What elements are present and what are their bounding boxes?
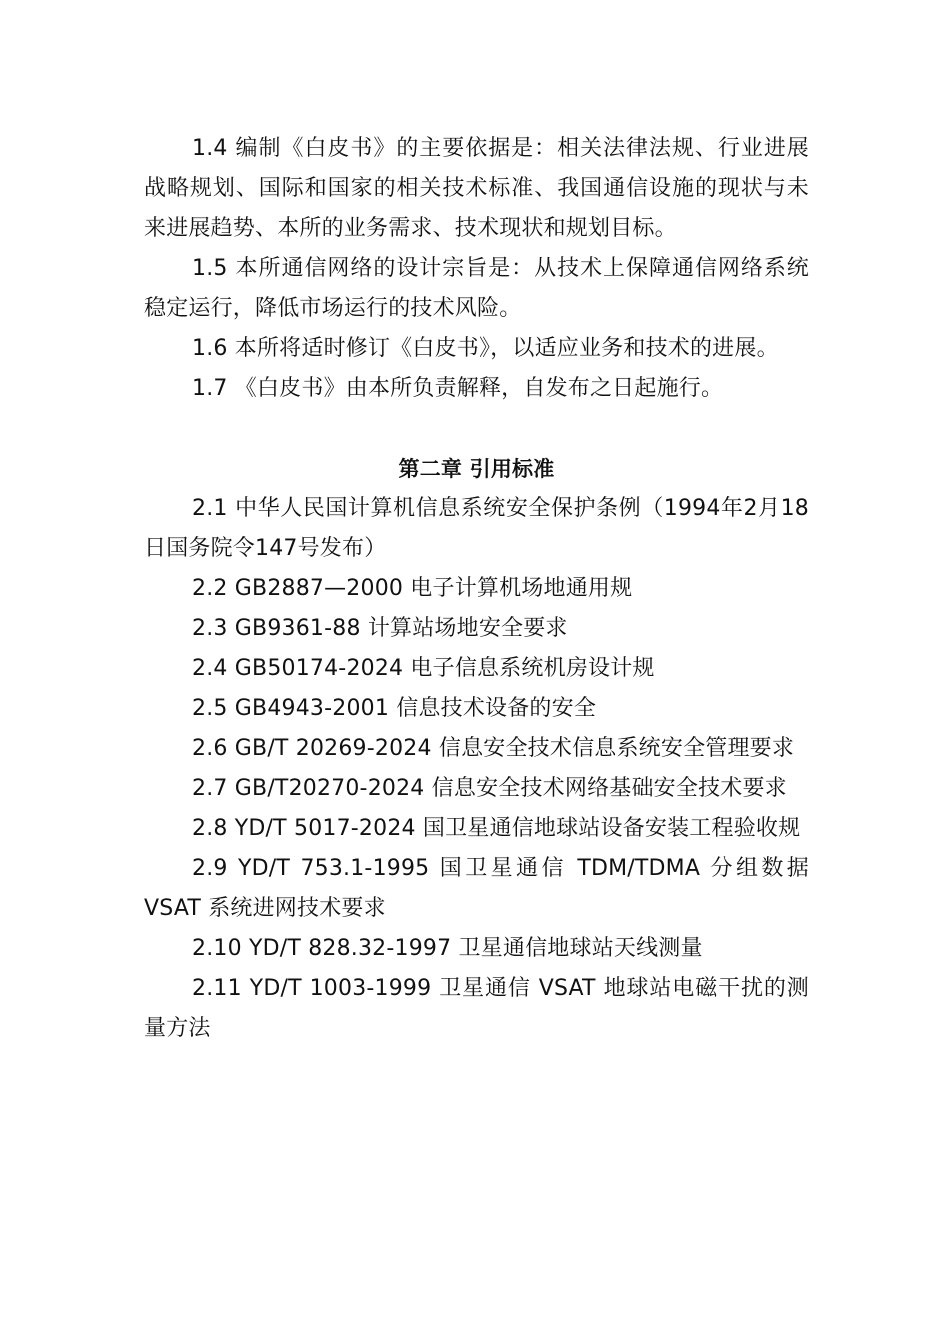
paragraph-1-5: 1.5 本所通信网络的设计宗旨是：从技术上保障通信网络系统稳定运行，降低市场运行的技术风险。 [144,256,809,321]
paragraph-2-2: 2.2 GB2887—2000 电子计算机场地通用规 [192,576,633,601]
paragraph-2-9: 2.9 YD/T 753.1-1995 国卫星通信 TDM/TDMA 分组数据 VSAT 系统进网技术要求 [144,856,809,921]
section-spacer [144,409,809,449]
paragraph-2-5: 2.5 GB4943-2001 信息技术设备的安全 [192,696,597,721]
paragraph-1-7: 1.7 《白皮书》由本所负责解释，自发布之日起施行。 [192,376,724,401]
document-body [144,129,809,1049]
paragraph-2-8: 2.8 YD/T 5017-2024 国卫星通信地球站设备安装工程验收规 [192,816,801,841]
paragraph-2-11: 2.11 YD/T 1003-1999 卫星通信 VSAT 地球站电磁干扰的测量方法 [144,976,809,1041]
paragraph-1-6: 1.6 本所将适时修订《白皮书》，以适应业务和技术的进展。 [192,336,779,361]
paragraph-2-1: 2.1 中华人民国计算机信息系统安全保护条例（1994年2月18日国务院令147号发布） [144,496,809,561]
paragraph-2-3: 2.3 GB9361-88 计算站场地安全要求 [192,616,568,641]
paragraph-2-10: 2.10 YD/T 828.32-1997 卫星通信地球站天线测量 [192,936,703,961]
paragraph-1-4: 1.4 编制《白皮书》的主要依据是：相关法律法规、行业进展战略规划、国际和国家的相关技术标准、我国通信设施的现状与未来进展趋势、本所的业务需求、技术现状和规划目标。 [144,136,809,241]
chapter-title: 第二章 引用标准 [398,457,555,481]
paragraph-2-7: 2.7 GB/T20270-2024 信息安全技术网络基础安全技术要求 [192,776,787,801]
paragraph-2-6: 2.6 GB/T 20269-2024 信息安全技术信息系统安全管理要求 [192,736,795,761]
paragraph-2-4: 2.4 GB50174-2024 电子信息系统机房设计规 [192,656,655,681]
